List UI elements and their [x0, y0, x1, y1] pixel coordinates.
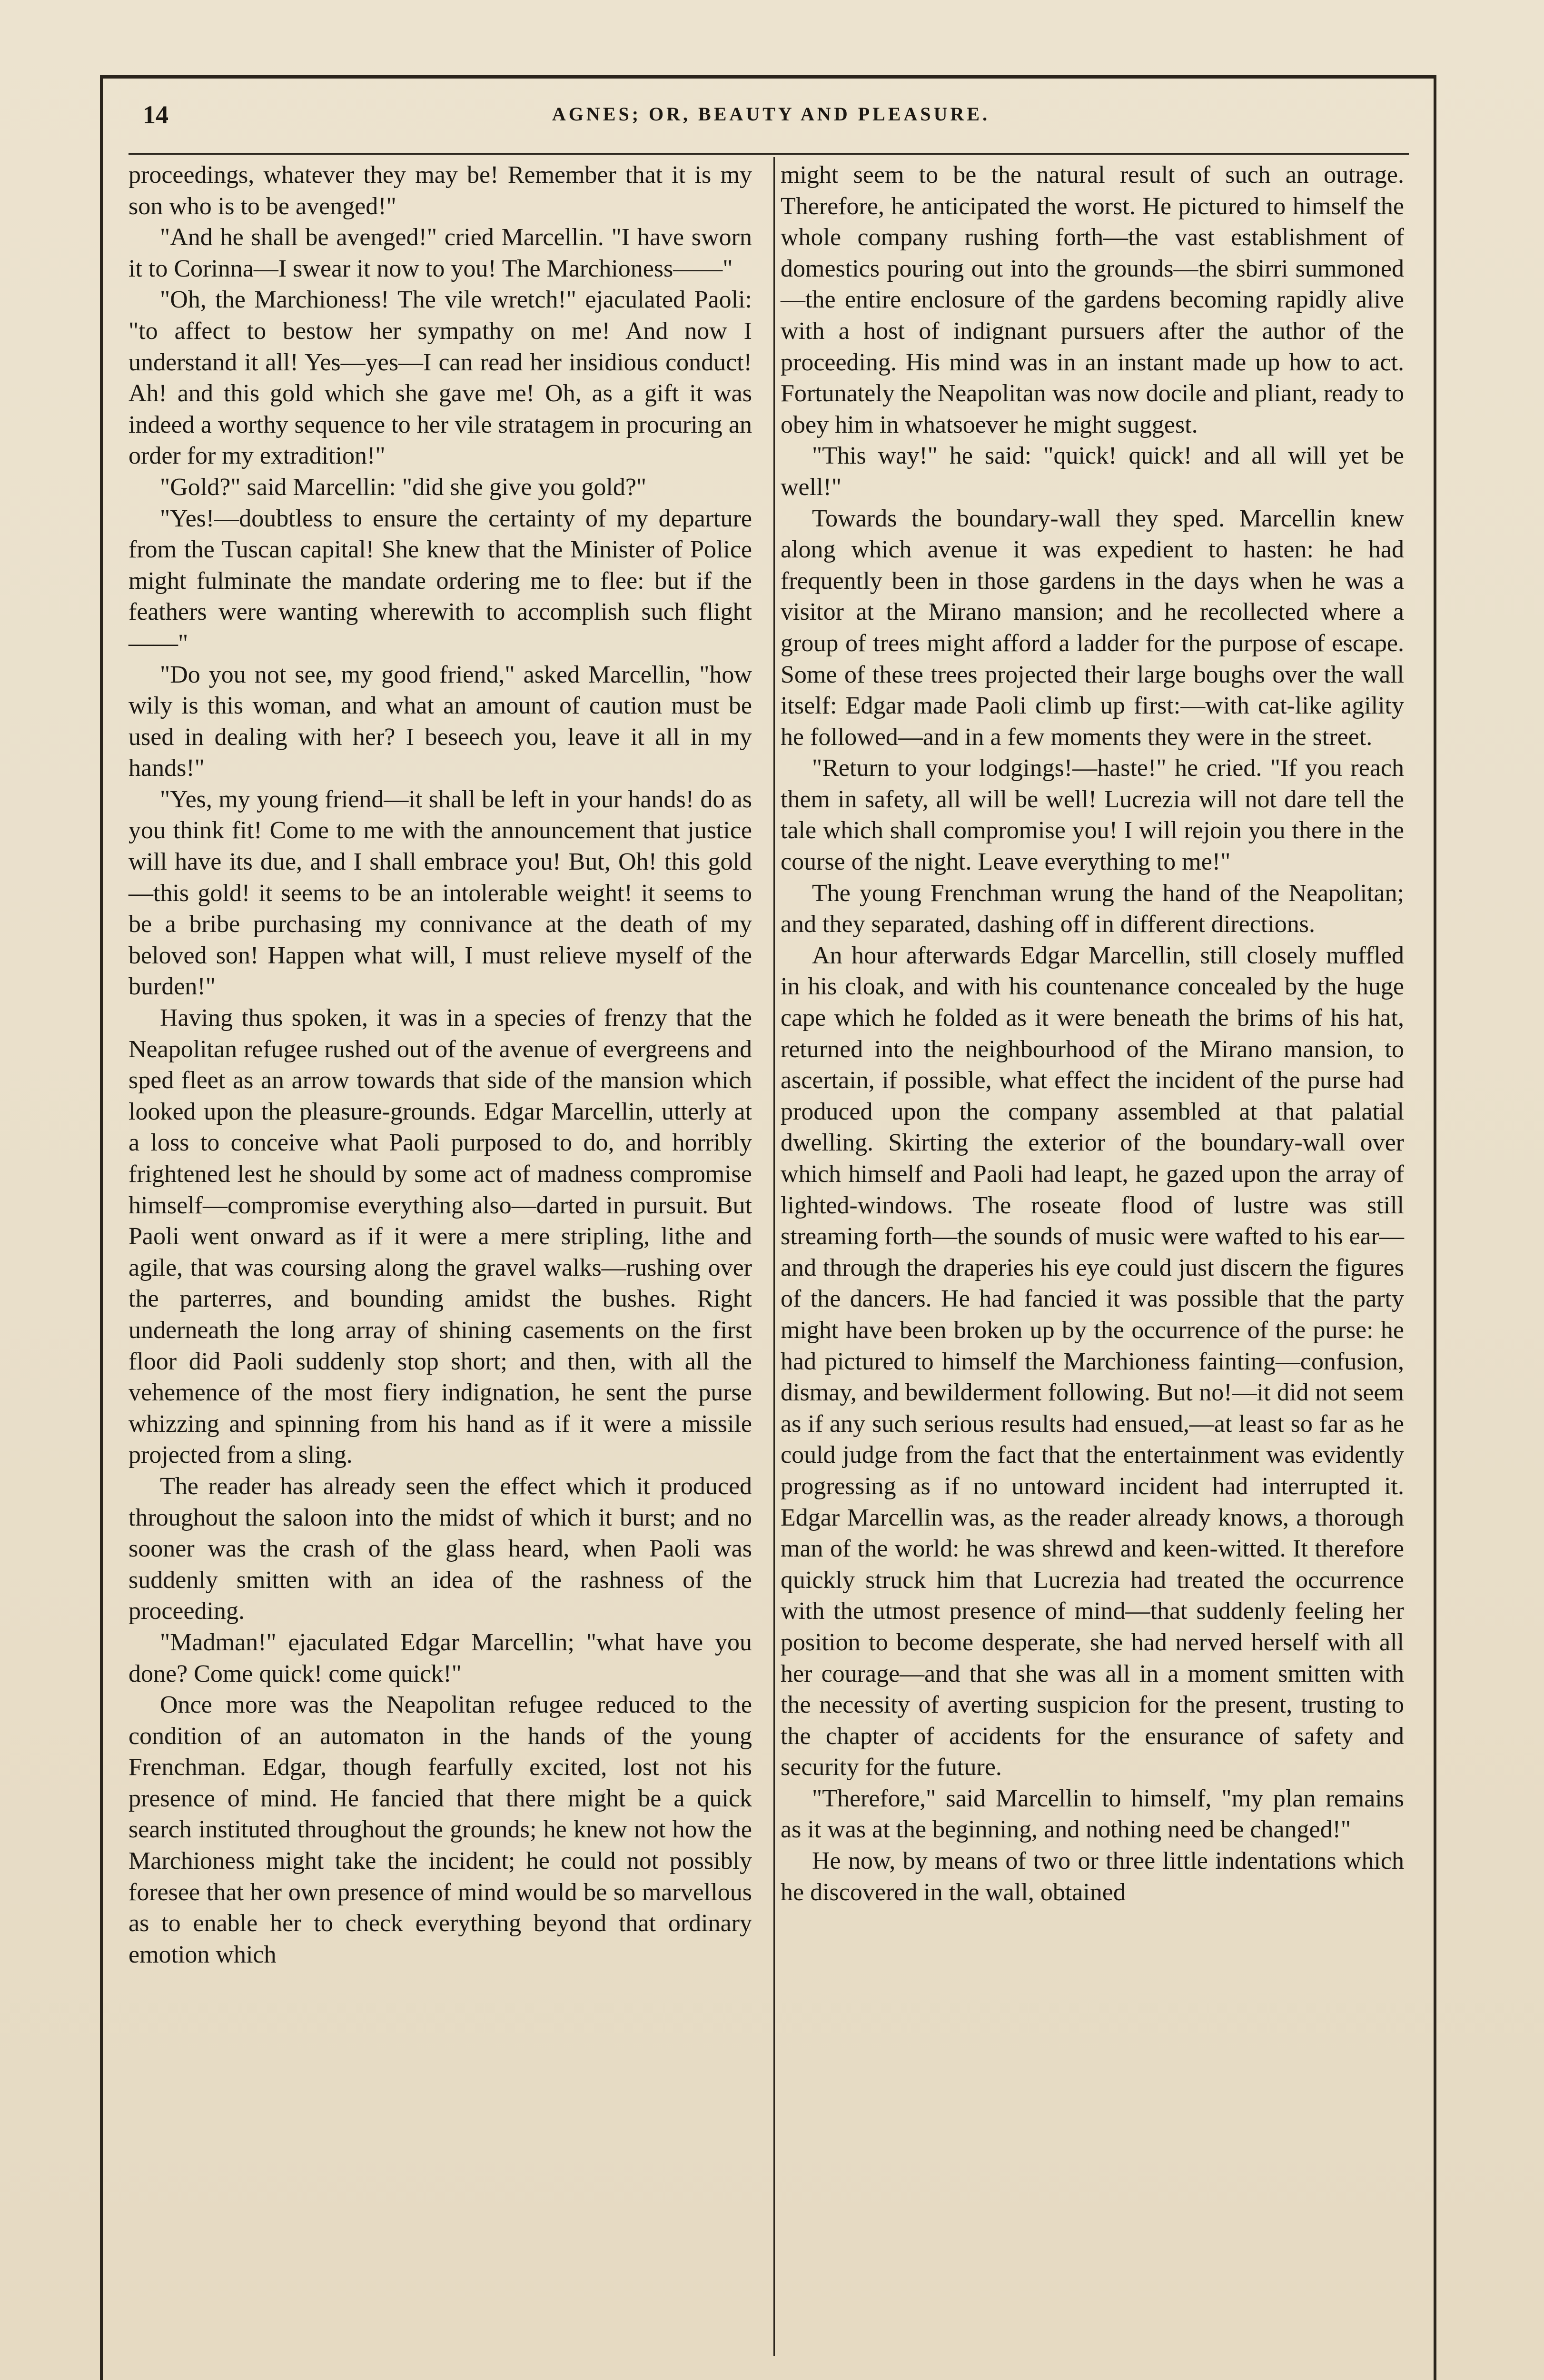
paragraph: "Do you not see, my good friend," asked Marcellin, "how wily is this woman, and what an amount of caution must be used in dealing with her? I beseech you, leave it all in my hands!" [129, 661, 752, 782]
paragraph: "This way!" he said: "quick! quick! and all will yet be well!" [781, 442, 1404, 501]
paragraph: "Madman!" ejaculated Edgar Marcellin; "what have you done? Come quick! come quick!" [129, 1628, 752, 1687]
frame-rule-left [100, 75, 103, 2380]
running-head [143, 100, 1399, 133]
page-number: 14 [143, 100, 168, 129]
column-divider [773, 157, 775, 2356]
paragraph: "Therefore," said Marcellin to himself, "my plan remains as it was at the beginning, and nothing need be changed!" [781, 1785, 1404, 1844]
paragraph: Once more was the Neapolitan refugee reduced to the condition of an automaton in the hands of the young Frenchman. Edgar, though fearfully excited, lost not his presence of mind. He fancied that there might be a quick search instituted throughout the grounds; he knew not how the Marchioness might take the incident; he could not possibly foresee that her own presence of mind would be so marvellous as to enable her to check everything beyond that ordinary emotion which [129, 1691, 752, 1968]
paragraph: Having thus spoken, it was in a species of frenzy that the Neapolitan refugee rushed out of the avenue of evergreens and sped fleet as an arrow towards that side of the mansion which looked upon the pleasure-grounds. Edgar Marcellin, utterly at a loss to conceive what Paoli purposed to do, and horribly frightened lest he should by some act of madness compromise himself—compromise everything also—darted in pursuit. But Paoli went onward as if it were a mere stripling, lithe and agile, that was coursing along the gravel walks—rushing over the parterres, and bounding amidst the bushes. Right underneath the long array of shining casements on the first floor did Paoli suddenly stop short; and then, with all the vehemence of the most fiery indignation, he sent the purse whizzing and spinning from his hand as if it were a missile projected from a sling. [129, 1004, 752, 1469]
paragraph: proceedings, whatever they may be! Remember that it is my son who is to be avenged!" [129, 161, 752, 220]
paragraph: He now, by means of two or three little indentations which he discovered in the wall, obtained [781, 1847, 1404, 1906]
header-rule [129, 153, 1409, 155]
paragraph: An hour afterwards Edgar Marcellin, still closely muffled in his cloak, and with his countenance concealed by the huge cape which he folded as it were beneath the brims of his hat, returned into the neighbourhood of the Mirano mansion, to ascertain, if possible, what effect the incident of the purse had produced upon the company assembled at that palatial dwelling. Skirting the exterior of the boundary-wall over which himself and Paoli had leapt, he gazed upon the array of lighted-windows. The roseate flood of lustre was still streaming forth—the sounds of music were wafted to his ear—and through the draperies his eye could just discern the figures of the dancers. He had fancied it was possible that the party might have been broken up by the occurrence of the purse: he had pictured to himself the Marchioness fainting—confusion, dismay, and bewilderment following. But no!—it did not seem as if any such serious results had ensued,—at least so far as he could judge from the fact that the entertainment was evidently progressing as if no untoward incident had interrupted it. Edgar Marcellin was, as the reader already knows, a thorough man of the world: he was shrewd and keen-witted. It therefore quickly struck him that Lucrezia had treated the occurrence with the utmost presence of mind—that suddenly feeling her position to become desperate, she had nerved herself with all her courage—and that she was all in a moment smitten with the necessity of averting suspicion for the present, trusting to the chapter of accidents for the ensurance of safety and security for the future. [781, 942, 1404, 1781]
paragraph: "Yes!—doubtless to ensure the certainty of my departure from the Tuscan capital! She knew that the Minister of Police might fulminate the mandate ordering me to flee: but if the feathers were wanting wherewith to accomplish such flight——" [129, 505, 752, 657]
paragraph: Towards the boundary-wall they sped. Marcellin knew along which avenue it was expedient to hasten: he had frequently been in those gardens in the days when he was a visitor at the Mirano mansion; and he recollected where a group of trees might afford a ladder for the purpose of escape. Some of these trees projected their large boughs over the wall itself: Edgar made Paoli climb up first:—with cat-like agility he followed—and in a few moments they were in the street. [781, 505, 1404, 751]
paragraph: "Yes, my young friend—it shall be left in your hands! do as you think fit! Come to me with the announcement that justice will have its due, and I shall embrace you! But, Oh! this gold—this gold! it seems to be an intolerable weight! it seems to be a bribe purchasing my connivance at the death of my beloved son! Happen what will, I must relieve myself of the burden!" [129, 785, 752, 1001]
frame-rule-top [100, 75, 1436, 79]
paragraph: "Gold?" said Marcellin: "did she give you gold?" [160, 473, 647, 501]
paragraph: The reader has already seen the effect which it produced throughout the saloon into the midst of which it burst; and no sooner was the crash of the glass heard, when Paoli was suddenly smitten with an idea of the rashness of the proceeding. [129, 1472, 752, 1625]
frame-rule-right [1434, 75, 1436, 2380]
running-title: AGNES; OR, BEAUTY AND PLEASURE. [552, 103, 990, 125]
paragraph: The young Frenchman wrung the hand of the Neapolitan; and they separated, dashing off in different directions. [781, 879, 1404, 938]
paragraph: "And he shall be avenged!" cried Marcellin. "I have sworn it to Corinna—I swear it now to you! The Marchioness——" [129, 224, 752, 282]
left-column [129, 159, 752, 1970]
right-column [781, 159, 1404, 1908]
paragraph: "Return to your lodgings!—haste!" he cried. "If you reach them in safety, all will be well! Lucrezia will not dare tell the tale which shall compromise you! I will rejoin you there in the course of the night. Leave everything to me!" [781, 754, 1404, 876]
paragraph: might seem to be the natural result of such an outrage. Therefore, he anticipated the worst. He pictured to himself the whole company rushing forth—the vast establishment of domestics pouring out into the grounds—the sbirri summoned—the entire enclosure of the gardens becoming rapidly alive with a host of indignant pursuers after the author of the proceeding. His mind was in an instant made up how to act. Fortunately the Neapolitan was now docile and pliant, ready to obey him in whatsoever he might suggest. [781, 161, 1404, 438]
paragraph: "Oh, the Marchioness! The vile wretch!" ejaculated Paoli: "to affect to bestow her sympathy on me! And now I understand it all! Yes—yes—I can read her insidious conduct! Ah! and this gold which she gave me! Oh, as a gift it was indeed a worthy sequence to her vile stratagem in procuring an order for my extradition!" [129, 286, 752, 470]
